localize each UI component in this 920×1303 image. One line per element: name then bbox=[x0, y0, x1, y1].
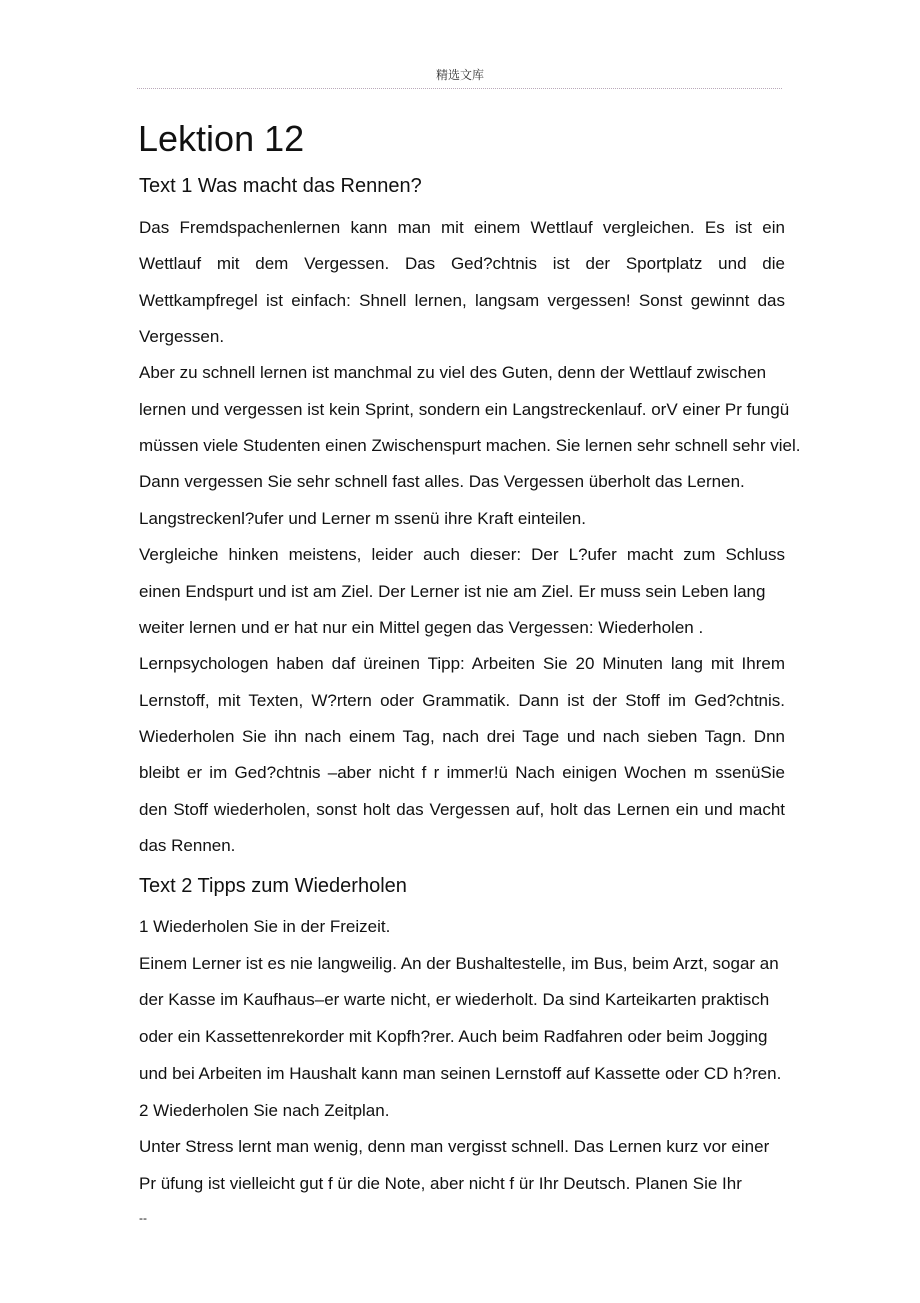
paragraph-line: Vergleiche hinken meistens, leider auch dieser: Der L?ufer macht zum Schluss bbox=[139, 545, 785, 565]
paragraph-line: Vergessen. bbox=[139, 327, 225, 347]
paragraph-line: Einem Lerner ist es nie langweilig. An der Bushaltestelle, im Bus, beim Arzt, sogar an bbox=[139, 953, 779, 973]
document-title: Lektion 12 bbox=[138, 118, 305, 159]
paragraph-line: weiter lernen und er hat nur ein Mittel gegen das Vergessen: Wiederholen . bbox=[139, 617, 704, 637]
paragraph-line: 2 Wiederholen Sie nach Zeitplan. bbox=[139, 1100, 390, 1120]
paragraph-line: Aber zu schnell lernen ist manchmal zu viel des Guten, denn der Wettlauf zwischen bbox=[139, 363, 767, 383]
paragraph-line: 1 Wiederholen Sie in der Freizeit. bbox=[139, 917, 391, 936]
paragraph-line: Lernstoff, mit Texten, W?rtern oder Grammatik. Dann ist der Stoff im Ged?chtnis. bbox=[139, 690, 785, 710]
paragraph-line: Unter Stress lernt man wenig, denn man vergisst schnell. Das Lernen kurz vor einer bbox=[139, 1137, 770, 1157]
paragraph-line: lernen und vergessen ist kein Sprint, sondern ein Langstreckenlauf. orV einer Pr fungü bbox=[139, 399, 790, 419]
paragraph-line: Pr üfung ist vielleicht gut f ür die Note, aber nicht f ür Ihr Deutsch. Planen Sie Ihr bbox=[139, 1173, 742, 1193]
text2-heading: Text 2 Tipps zum Wiederholen bbox=[139, 875, 407, 897]
paragraph-line: Wettkampfregel ist einfach: Shnell lernen, langsam vergessen! Sonst gewinnt das bbox=[139, 290, 785, 310]
paragraph-line: Wiederholen Sie ihn nach einem Tag, nach drei Tage und nach sieben Tagn. Dnn bbox=[139, 726, 785, 746]
header-divider bbox=[137, 88, 782, 89]
paragraph-line: der Kasse im Kaufhaus–er warte nicht, er wiederholt. Da sind Karteikarten praktisch bbox=[139, 990, 770, 1010]
paragraph-line: bleibt er im Ged?chtnis –aber nicht f r immer!ü Nach einigen Wochen m ssenüSie bbox=[139, 763, 785, 783]
paragraph-line: und bei Arbeiten im Haushalt kann man seinen Lernstoff auf Kassette oder CD h?ren. bbox=[139, 1063, 782, 1083]
paragraph-line: müssen viele Studenten einen Zwischenspurt machen. Sie lernen sehr schnell sehr viel. bbox=[139, 436, 801, 456]
paragraph-line: Das Fremdspachenlernen kann man mit einem Wettlauf vergleichen. Es ist ein bbox=[139, 218, 785, 237]
paragraph-line: Lernpsychologen haben daf üreinen Tipp: Arbeiten Sie 20 Minuten lang mit Ihrem bbox=[139, 654, 785, 674]
paragraph-line: einen Endspurt und ist am Ziel. Der Lerner ist nie am Ziel. Er muss sein Leben lang bbox=[139, 581, 766, 601]
paragraph-line: das Rennen. bbox=[139, 835, 236, 855]
text1-heading: Text 1 Was macht das Rennen? bbox=[139, 175, 422, 197]
paragraph-line: Dann vergessen Sie sehr schnell fast alles. Das Vergessen überholt das Lernen. bbox=[139, 472, 745, 492]
paragraph-line: Langstreckenl?ufer und Lerner m ssenü ihre Kraft einteilen. bbox=[139, 508, 586, 528]
paragraph-line: oder ein Kassettenrekorder mit Kopfh?rer. Auch beim Radfahren oder beim Jogging bbox=[139, 1027, 768, 1047]
page-footer-mark: -- bbox=[139, 1211, 147, 1225]
paragraph-line: Wettlauf mit dem Vergessen. Das Ged?chtnis ist der Sportplatz und die bbox=[139, 254, 785, 274]
page-header-label: 精选文库 bbox=[435, 68, 484, 82]
paragraph-line: den Stoff wiederholen, sonst holt das Vergessen auf, holt das Lernen ein und macht bbox=[139, 799, 785, 819]
